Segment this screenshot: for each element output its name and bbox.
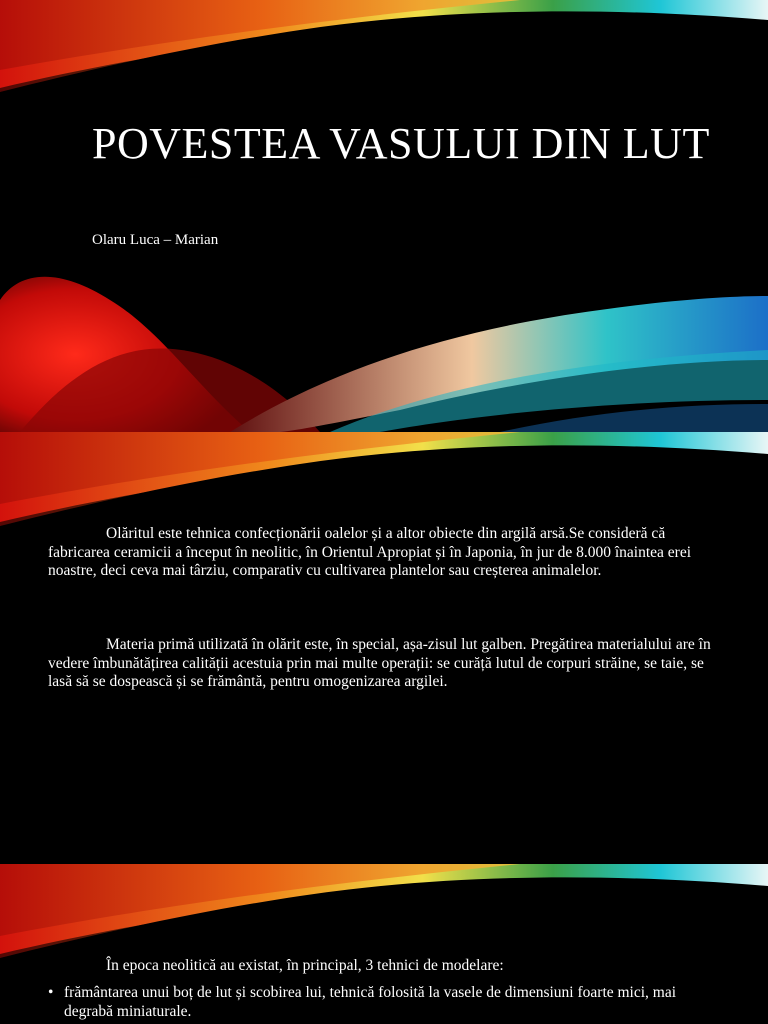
slide-title: POVESTEA VASULUI DIN LUT — [92, 119, 710, 168]
slide-subtitle: Olaru Luca – Marian — [92, 232, 219, 248]
bullet-text: frământarea unui boț de lut și scobirea lui, tehnică folosită la vasele de dimensiuni foarte mici, mai degrabă miniaturale. — [64, 984, 677, 1020]
content-slide-2 — [0, 864, 768, 1024]
title-slide — [0, 0, 768, 432]
technique-list — [48, 984, 728, 1021]
paragraph-ceramics-origin: Olăritul este tehnica confecționării oalelor și a altor obiecte din argilă arsă.Se consideră că fabricarea ceramicii a început în neolitic, în Orientul Apropiat și în Japonia, în jur de 8.000 înaintea erei noastre, deci ceva mai târziu, comparativ cu cultivarea plantelor sau creșterea animalelor. — [48, 525, 692, 579]
ribbon-decoration-top — [0, 0, 768, 432]
bullet-icon: • — [48, 984, 54, 1001]
list-item — [48, 984, 728, 1021]
paragraph-raw-material: Materia primă utilizată în olărit este, în special, așa-zisul lut galben. Pregătirea materialului are în vedere îmbunătățirea calității acestuia prin mai multe operații: se curăță lutul de corpuri străine, se taie, se lasă să se dospească și se frământă, pentru omogenizarea argilei. — [48, 636, 711, 690]
content-slide-1 — [0, 432, 768, 864]
bullet-intro: În epoca neolitică au existat, în principal, 3 tehnici de modelare: — [106, 957, 504, 974]
